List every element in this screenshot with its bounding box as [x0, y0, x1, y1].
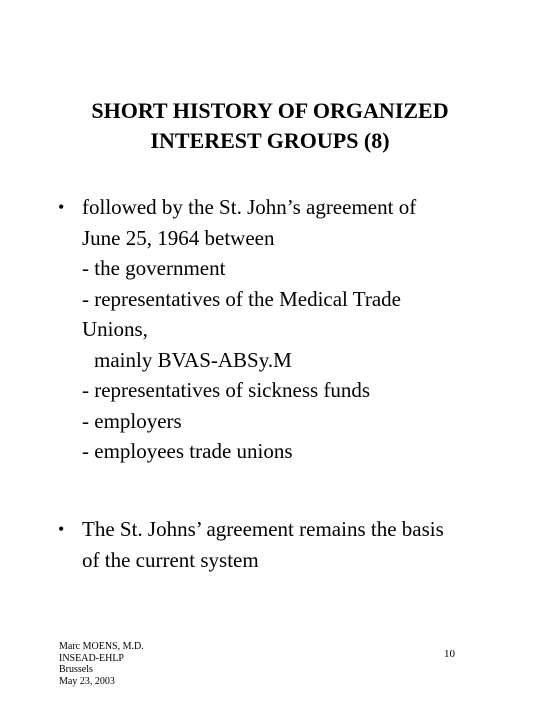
bullet-marker: •: [58, 519, 65, 539]
slide-title: [0, 96, 540, 156]
footer-date: May 23, 2003: [59, 675, 115, 687]
footer-city: Brussels: [59, 664, 93, 675]
bullet-line: - employers: [82, 408, 182, 433]
bullet-item-1: [58, 192, 498, 467]
bullet-line: - representatives of the Medical Trade: [82, 286, 401, 311]
bullet-line: The St. Johns’ agreement remains the basis: [82, 517, 444, 541]
bullet-text: [82, 192, 498, 467]
bullet-line: mainly BVAS-ABSy.M: [94, 347, 292, 372]
slide-title-line-2: INTEREST GROUPS (8): [150, 128, 390, 153]
bullet-text: [82, 514, 498, 575]
bullet-marker: •: [58, 197, 65, 217]
bullet-line: followed by the St. John’s agreement of: [82, 195, 417, 219]
bullet-line: June 25, 1964 between: [82, 225, 275, 250]
footer-affiliation: INSEAD-EHLP: [59, 652, 124, 664]
page-number: 10: [444, 648, 455, 660]
bullet-item-2: [58, 514, 498, 575]
footer-author: Marc MOENS, M.D.: [59, 641, 144, 652]
bullet-line: of the current system: [82, 547, 259, 572]
footer-credits: [59, 641, 144, 687]
slide-title-line-1: SHORT HISTORY OF ORGANIZED: [91, 98, 449, 123]
bullet-line: - the government: [82, 256, 226, 280]
bullet-line: Unions,: [82, 317, 148, 341]
bullet-line: - representatives of sickness funds: [82, 378, 371, 402]
bullet-line: - employees trade unions: [82, 439, 293, 463]
